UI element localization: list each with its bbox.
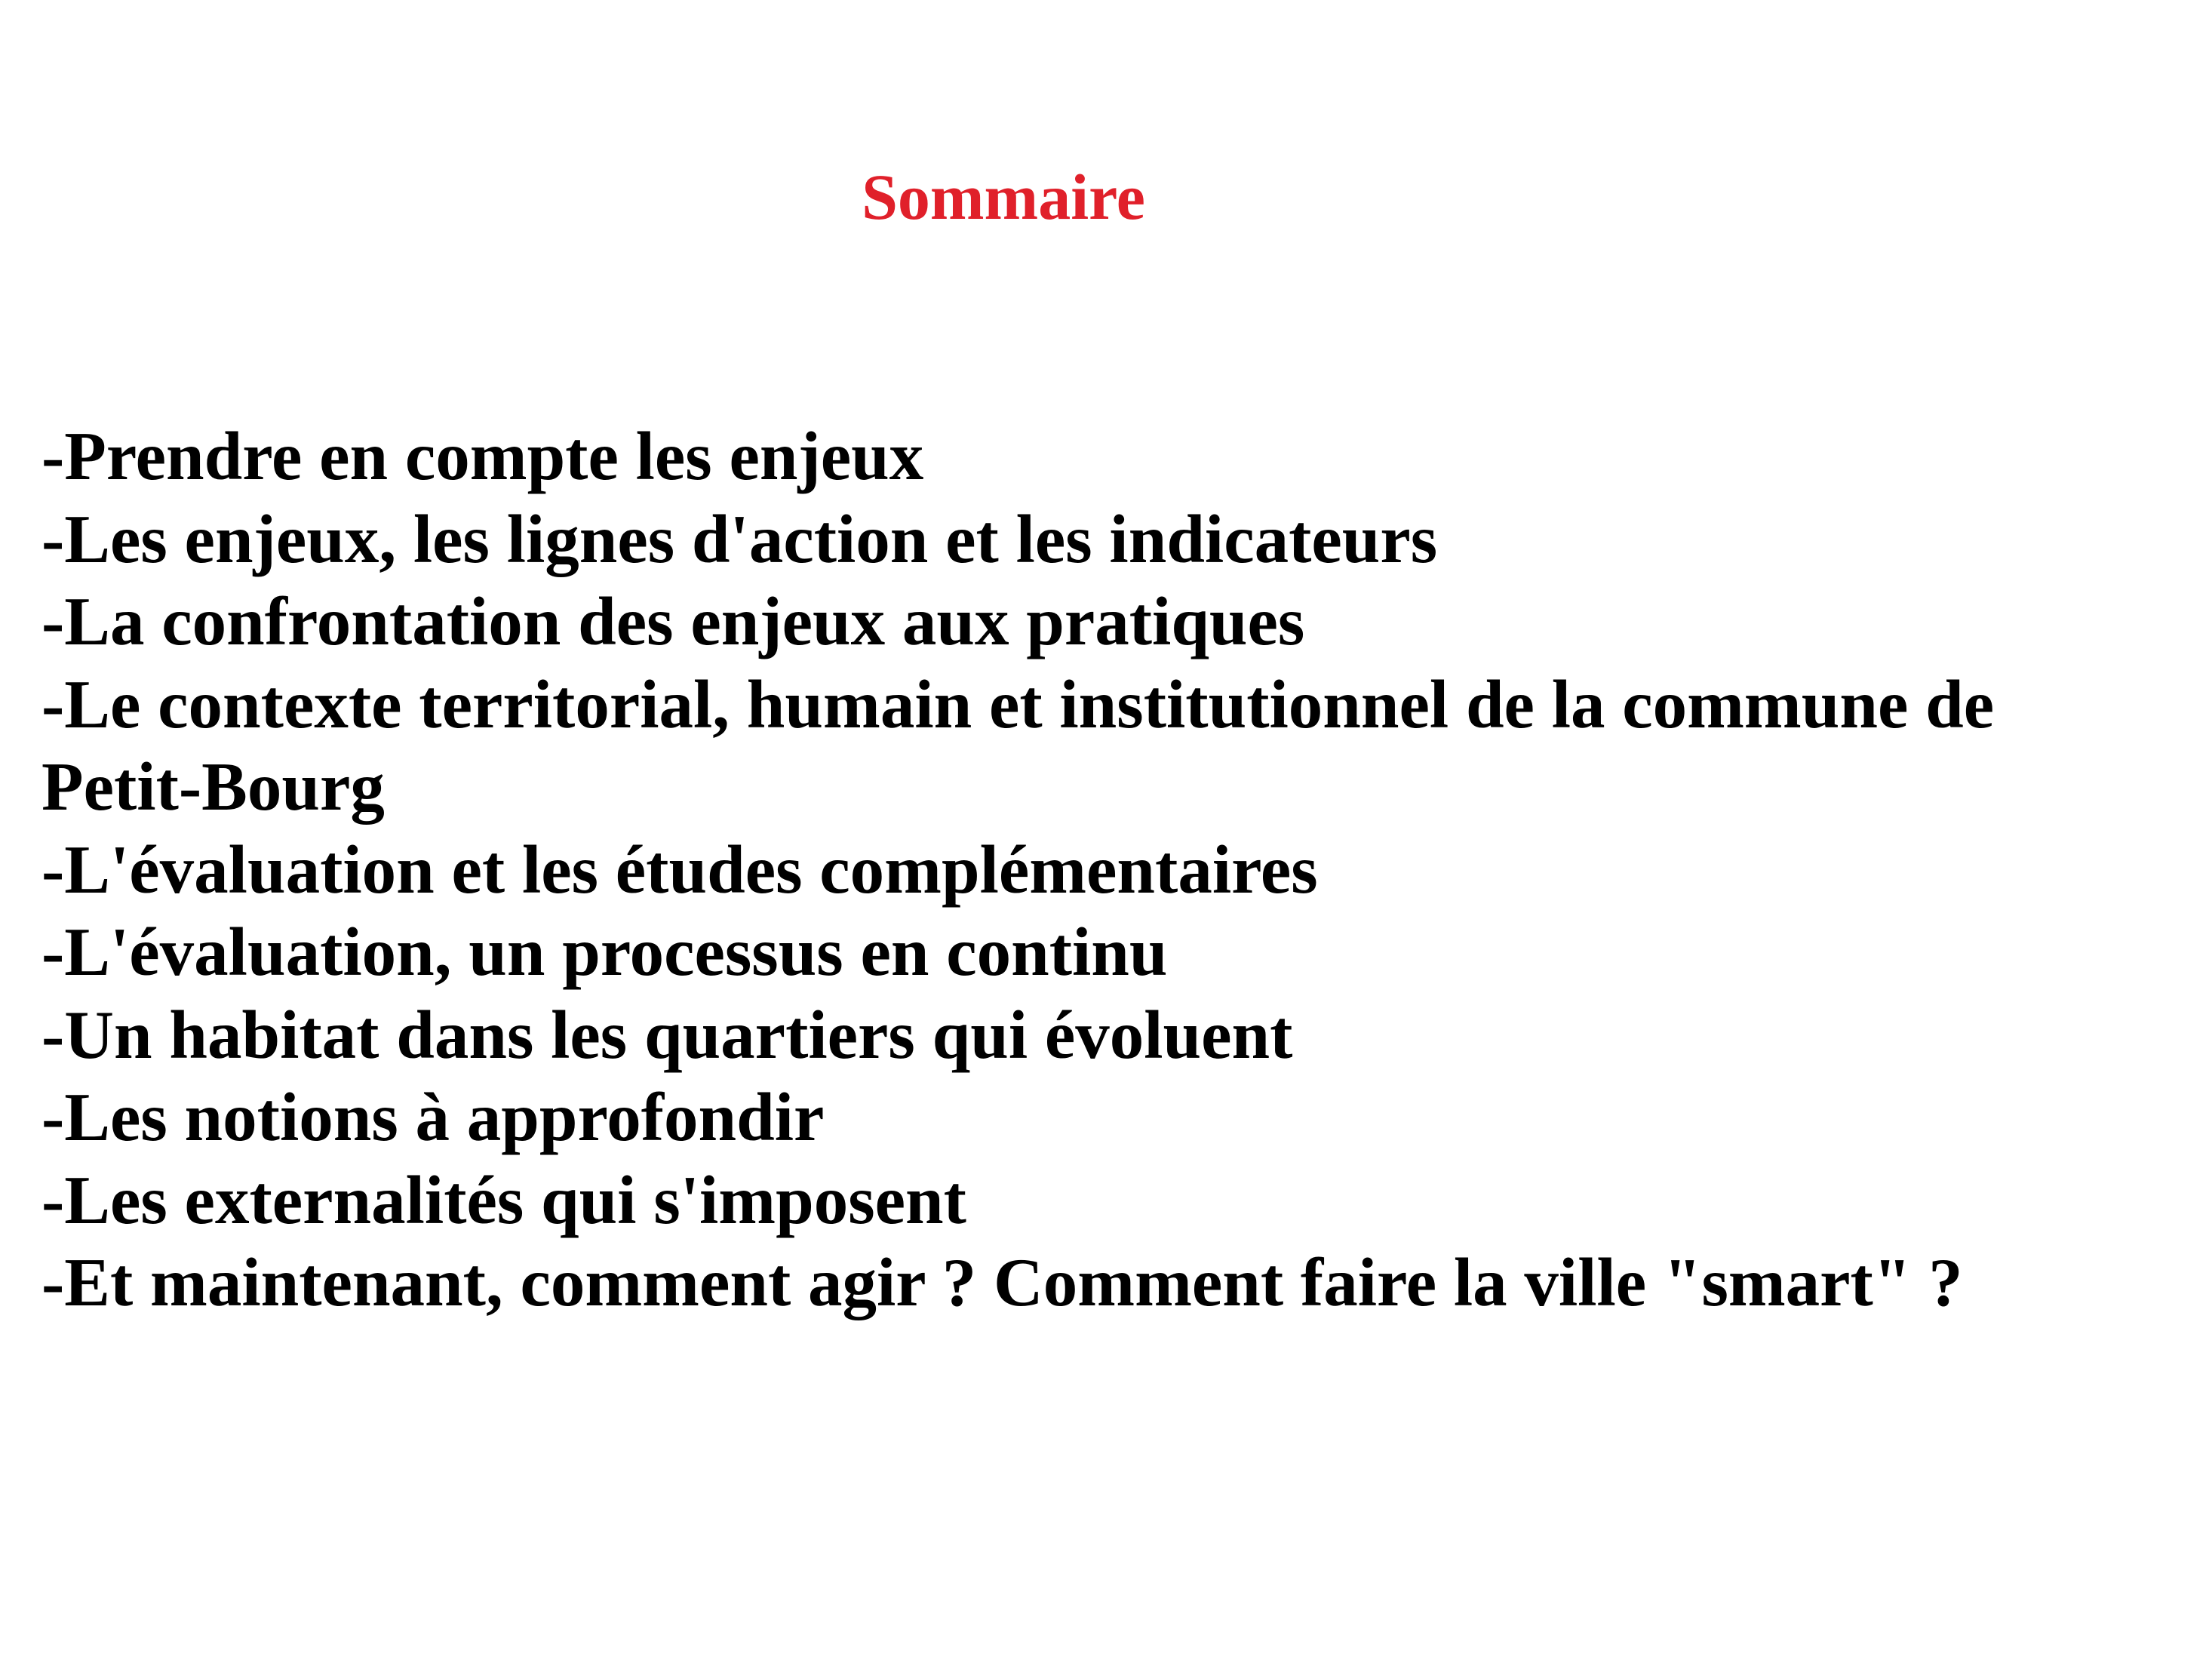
summary-item: -Et maintenant, comment agir ? Comment faire la ville "smart" ? [41,1244,1963,1320]
page-title: Sommaire [862,161,1145,233]
summary-item: -Les enjeux, les lignes d'action et les indicateurs [41,500,1438,577]
summary-item: -La confrontation des enjeux aux pratiques [41,583,1305,659]
summary-item: -Un habitat dans les quartiers qui évoluent [41,996,1293,1073]
summary-item: -L'évaluation, un processus en continu [41,914,1168,990]
summary-list [41,415,2169,1324]
summary-item: -Les notions à approfondir [41,1079,825,1155]
summary-item: -Les externalités qui s'imposent [41,1161,966,1238]
summary-item: -L'évaluation et les études complémentaires [41,831,1318,908]
summary-item: -Le contexte territorial, humain et institutionnel de la commune de Petit-Bourg [41,666,1995,825]
summary-item: -Prendre en compte les enjeux [41,418,924,494]
